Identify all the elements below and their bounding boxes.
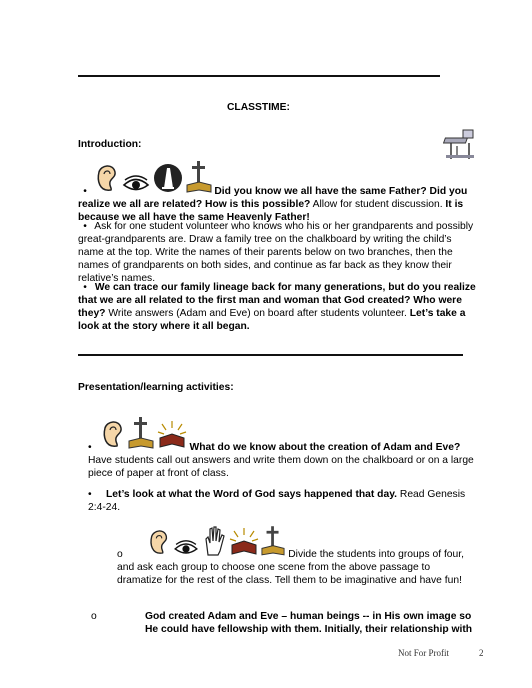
footer-text: Not For Profit <box>398 648 450 658</box>
cross-bible-icon <box>186 160 212 198</box>
cross-bible-icon <box>128 416 154 454</box>
presentation-bullet-1: • What do we know about the creation of Adam and Eve? Have students call out answers and write them down on the chalkboard or on a large piece of paper at front of class. <box>88 416 483 480</box>
intro-bullet-3: • We can trace our family lineage back for many generations, but do you realize that we are all related to the first man and woman that God created? Who were they? Write answers (Adam and Eve) on board after students volunteer. Let’s take a look at the story where it all began. <box>78 282 476 332</box>
top-rule <box>78 75 440 77</box>
intro-label: Introduction: <box>78 139 142 150</box>
praying-hands-icon <box>153 162 183 198</box>
presentation-bullet-2: • Let’s look at what the Word of God says happened that day. Read Genesis 2:4-24. <box>88 489 466 513</box>
presentation-label: Presentation/learning activities: <box>78 382 234 393</box>
page-number: 2 <box>479 648 484 658</box>
glowing-bible-icon <box>229 527 259 561</box>
intro-bullet-2: • Ask for one student volunteer who knows who his or her grandparents and possibly great-grandparents are. Draw a family tree on the chalkboard by writing the child’s name at the top. Write the names of their parents below on two branches, then the names of grandparents on both sides, and continue as far back as they know their relative’s names. <box>78 221 474 284</box>
page-heading: CLASSTIME: <box>227 102 290 113</box>
ear-icon <box>148 527 170 561</box>
intro-bullet-1: • Did you know we all have the same Father? Did you realize we all are related? How is this possible? Allow for student discussion. It is because we all have the same Heavenly Father! <box>78 160 480 224</box>
ear-icon <box>101 418 125 454</box>
school-desk-icon <box>443 128 479 162</box>
ear-icon <box>95 162 119 198</box>
eye-icon <box>122 174 150 198</box>
eye-icon <box>173 539 199 561</box>
sub-bullet-1: o Divide the students into groups of four, and ask each group to choose one scene from the above passage to dramatize for the rest of the class. Tell them to be imaginative and have fun! <box>117 525 477 587</box>
glowing-bible-icon <box>157 420 187 454</box>
cross-bible-icon <box>261 525 285 561</box>
middle-rule <box>78 354 463 356</box>
hand-icon <box>202 525 226 561</box>
sub-bullet-2: o God created Adam and Eve – human beings -- in His own image so He could have fellowship with them. Initially, their relationship with <box>91 611 473 635</box>
